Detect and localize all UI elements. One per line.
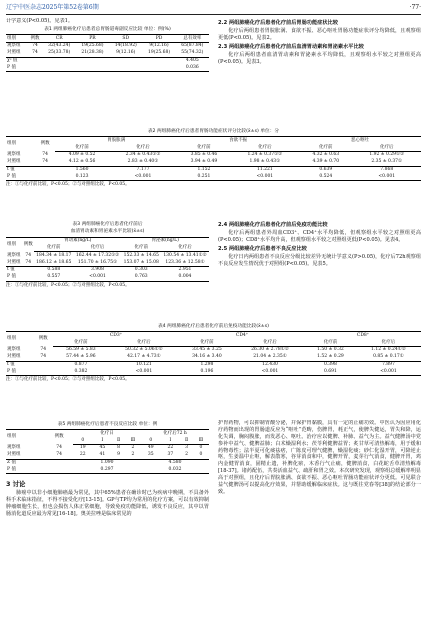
table-row bbox=[6, 274, 209, 281]
table-cell: 0.85 ± 0.17① bbox=[373, 354, 404, 360]
table-cell: P 值 bbox=[6, 174, 35, 181]
table-cell: 0.691 bbox=[305, 369, 356, 376]
table5-header: 例数 bbox=[45, 430, 73, 445]
table-cell: 4.09 ± 0.52 bbox=[68, 152, 96, 158]
table-row bbox=[6, 65, 209, 72]
table-cell: 0.196 bbox=[179, 369, 235, 376]
table-cell: 1.24 ± 0.37①② bbox=[247, 152, 283, 158]
table-row bbox=[6, 267, 209, 274]
table3-group-header: 胃泌素(ng/L) bbox=[122, 237, 210, 244]
table2-note: 注：①与化疗前比较，P<0.05；②与对照组比较，P<0.05。 bbox=[6, 182, 130, 188]
table-cell: 184.34 ± 18.17 bbox=[36, 252, 72, 258]
table-cell: 45 bbox=[99, 445, 106, 451]
table5-caption: 表5 两组肺癌化疗后患者不良反应比较 单位：例 bbox=[57, 422, 158, 427]
table-cell: 对照组 bbox=[7, 354, 21, 360]
table-cell: 4.580 bbox=[141, 459, 209, 466]
page-number: ·77· bbox=[409, 4, 421, 11]
table-cell: <0.001 bbox=[356, 369, 421, 376]
table-cell: 4.405 bbox=[176, 57, 209, 64]
table3-caption: 表3 两组肺癌化疗后患者化疗前后 bbox=[72, 222, 143, 227]
table2-subheader: 化疗前 bbox=[177, 144, 230, 151]
section-2-5-text: 化疗日内两组患者不良反应分级比较差异无统计学意义(P>0.05)，化疗后72h观察组不良反应发生情况优于对照组(P<0.05)。见表5。 bbox=[218, 253, 421, 267]
table2-group-header: 恶心呕吐 bbox=[299, 137, 421, 144]
table-cell: 0.251 bbox=[177, 174, 230, 181]
table-cell: 21.04 ± 2.35① bbox=[253, 354, 287, 360]
section-2-3-heading: 2.3 两组肺癌化疗后患者化疗前后血清胃动素和胃泌素水平比较 bbox=[218, 43, 364, 50]
table4-caption: 表4 两组肺癌化疗后患者化疗前后免疫功能比较(x̄±s) bbox=[157, 324, 270, 329]
table-cell: 21(28.38) bbox=[81, 50, 104, 56]
table-cell: 1.090 bbox=[73, 459, 141, 466]
section-2-4-text: 化疗后两组患者外周血CD3⁺、CD4⁺水平均降低，但观察组水平较之对照组更高(P<0.05)；CD8⁺水平均升高，但观察组水平较之对照组更低(P<0.05)。见表4。 bbox=[218, 230, 421, 243]
table1-header: PD bbox=[142, 35, 175, 43]
table-cell: 0.639 bbox=[299, 166, 352, 173]
table-cell: 22 bbox=[79, 452, 86, 458]
table5-subheader: Ⅱ bbox=[112, 437, 125, 444]
table-cell: 11.221 bbox=[231, 166, 299, 173]
table5-subheader: 0 bbox=[73, 437, 93, 444]
table-row bbox=[6, 159, 421, 166]
table4-group-header: CD4⁺ bbox=[179, 332, 305, 339]
table-cell: 186.12 ± 18.65 bbox=[36, 259, 72, 265]
table-cell: 49 bbox=[147, 445, 154, 451]
table2-subheader: 化疗后 bbox=[352, 144, 421, 151]
table3-group-header: 胃动素(ng/L) bbox=[34, 237, 121, 244]
table-cell: 1.560 bbox=[55, 166, 108, 173]
table-cell: 56.59 ± 5.83 bbox=[66, 347, 96, 353]
table-row bbox=[6, 445, 209, 452]
table-cell: 4.32 ± 0.63 bbox=[312, 152, 340, 158]
table4-subheader: 化疗后 bbox=[109, 339, 179, 346]
table-row bbox=[6, 452, 209, 459]
table-cell: 0 bbox=[199, 452, 203, 458]
table-row bbox=[6, 259, 209, 266]
table-cell: 8 bbox=[117, 445, 120, 451]
table-cell: <0.001 bbox=[235, 369, 305, 376]
table2-block bbox=[6, 127, 421, 217]
table4-group-header: CD3⁺ bbox=[53, 332, 179, 339]
discussion-text-right: 护胃药物，可以抑制胃酸分泌，并保护胃黏膜，具有一定的止痛功效。中医认为因应用化疗药物而出现的胃肠道反应为“呕吐”范畴，伤脾胃，耗正气，使脾失健运，胃失和降，运化失调，胸闷腹胀，而发恶心、呕吐。治疗应以健脾、补肺、益气为主。益气健脾汤中党参补中益气、健脾益肺；白术燥湿利水；茯苓利健脾益胃；炙甘草可清热解毒，用于缓和药物毒性；法半夏可化痰祛痞，广陈皮可理气健脾，燥湿化痰；砂仁化湿开胃，可降逆止呕，生姜温中止呕，解表散寒，谷芽消食和中，健脾开胃，麦芽行气消食，健脾开胃，鸡内金健胃消食，固精止遗，补脾化瘀，木香行气止痛，健脾消食，白花蛇舌草清热解毒[18-37]。诸药配伍，共奏活血益气、疏肝和胃之效。本次研究发现，观察组总缓解率明显高于对照组，且化疗后胃脘胀满、食欲不振、恶心呕吐胃肠功能症状评分更低。可见联合益气健脾汤可以提高化疗效果，并帮助缓解临床症状。这与既往党春等[38]的结论部分一致。 bbox=[218, 420, 421, 495]
table-row bbox=[6, 347, 421, 354]
table-row bbox=[6, 361, 421, 368]
table-cell: 对照组 bbox=[7, 159, 21, 165]
table-cell: 1.298 bbox=[179, 361, 235, 368]
table-cell: 19(25.68) bbox=[147, 50, 171, 56]
table-cell: <0.001 bbox=[109, 369, 179, 376]
table-cell: 123.36 ± 12.58① bbox=[165, 259, 205, 265]
table-cell: 19(25.68) bbox=[81, 43, 104, 49]
table1-header: 总有效率 bbox=[176, 35, 209, 43]
table-row bbox=[6, 50, 209, 57]
table-cell: 35 bbox=[147, 452, 154, 458]
table-cell: 1.98 ± 0.43① bbox=[249, 159, 281, 165]
table-cell: 0.297 bbox=[73, 467, 141, 474]
table1 bbox=[6, 34, 209, 72]
table-cell: 22 bbox=[167, 445, 174, 451]
right-mid-column bbox=[218, 220, 421, 318]
table-cell: 1.92 ± 0.29①② bbox=[369, 152, 405, 158]
table1-caption: 表1 两组肺癌化疗后患者总胃肠道毒副反应比较 单位：例(%) bbox=[44, 26, 171, 32]
table-cell: 2.83 ± 0.40① bbox=[127, 159, 159, 165]
table2-group-header: 食欲不振 bbox=[177, 137, 299, 144]
table4-subheader: 化疗后 bbox=[235, 339, 305, 346]
table-cell: <0.001 bbox=[74, 274, 122, 281]
table-cell: t 值 bbox=[6, 267, 22, 274]
table-cell: 12.430 bbox=[235, 361, 305, 368]
section-2-2-text: 化疗后两组患者胃脘胀满、食欲不振、恶心呕吐胃肠功能症状评分均降低，且观察组更低(P<0.05)。见表2。 bbox=[218, 28, 421, 41]
table-row bbox=[6, 467, 209, 474]
section-2-4-heading: 2.4 两组肺癌化疗后患者化疗前后免疫功能比较 bbox=[218, 222, 328, 228]
table-cell: 3.908 bbox=[74, 267, 122, 274]
right-top-column bbox=[218, 18, 421, 126]
right-bottom-column bbox=[218, 420, 421, 614]
table-cell: 0.004 bbox=[161, 274, 209, 281]
table3-subheader: 化疗后 bbox=[161, 245, 209, 252]
table5 bbox=[6, 429, 209, 474]
table-cell: χ² 值 bbox=[6, 57, 27, 64]
table-cell: 2.34 ± 0.43①② bbox=[125, 152, 161, 158]
table4-note: 注：①与化疗前比较，P<0.05；②与对照组比较，P<0.05。 bbox=[6, 377, 130, 383]
table-cell: 50.32 ± 5.06①② bbox=[125, 347, 163, 353]
table-cell: 74 bbox=[25, 259, 32, 265]
table-cell: 3.94 ± 0.49 bbox=[190, 159, 218, 165]
table-cell: 10.121 bbox=[109, 361, 179, 368]
table3 bbox=[6, 237, 209, 282]
table-cell: 19 bbox=[79, 445, 86, 451]
table-cell: P 值 bbox=[6, 467, 45, 474]
table-cell: 74 bbox=[56, 452, 62, 458]
table-cell: 0.036 bbox=[176, 65, 209, 72]
table-cell: 37 bbox=[167, 452, 174, 458]
table-cell: 4.39 ± 0.70 bbox=[312, 159, 340, 165]
table3-note: 注：①与化疗前比较，P<0.05；②与对照组比较，P<0.05。 bbox=[6, 282, 130, 288]
table2-subheader: 化疗后 bbox=[231, 144, 299, 151]
table-cell: 26.30 ± 2.78①② bbox=[251, 347, 289, 353]
table-cell: <0.001 bbox=[352, 174, 421, 181]
table-cell: 3 bbox=[185, 445, 188, 451]
table4-subheader: 化疗前 bbox=[179, 339, 235, 346]
table-cell: 0.557 bbox=[34, 274, 73, 281]
table-cell: P 值 bbox=[6, 274, 22, 281]
table-row bbox=[6, 369, 421, 376]
table-cell: 0.382 bbox=[53, 369, 109, 376]
table-cell: <0.001 bbox=[231, 174, 299, 181]
table2 bbox=[6, 136, 421, 181]
table-cell: 0 bbox=[199, 445, 203, 451]
table-cell: 观察组 bbox=[7, 252, 21, 258]
table-cell: 1.12 ± 0.24①② bbox=[371, 347, 406, 353]
table1-header: 组别 bbox=[6, 35, 27, 43]
table-cell: 74 bbox=[56, 445, 62, 451]
table-cell: 对照组 bbox=[7, 259, 21, 265]
table-cell: 152.33 ± 14.65 bbox=[123, 252, 159, 258]
journal-title: 辽宁中医杂志2025年第52卷第6期 bbox=[6, 4, 99, 11]
table4-subheader: 化疗后 bbox=[356, 339, 421, 346]
table5-subheader: Ⅰ bbox=[93, 437, 113, 444]
discussion-text-left: 肺癌中以非小细胞肺癌最为常见，其中65%患者在确诊时已为疾病中晚期，不具备外科手术临床指征，不得不接受化疗[13-15]。GP与TP均为常用的化疗方案，可以有效抑制肿瘤细胞生长，但也会损伤人体正常细胞，导致免疫功能降低，诱发不良反应，其中以胃肠消化道反应最为常见[16-18]。奥美拉唑是临床常见的 bbox=[6, 490, 209, 517]
table-row bbox=[6, 43, 209, 50]
table3-subheader: 化疗前 bbox=[122, 245, 161, 252]
table-cell: 74 bbox=[40, 347, 47, 353]
table-row bbox=[6, 166, 421, 173]
table-cell: 74 bbox=[42, 152, 48, 158]
table4-header: 组别 bbox=[6, 332, 33, 347]
left-bottom-column bbox=[6, 420, 209, 614]
table-cell: 0.588 bbox=[34, 267, 73, 274]
table-cell: 7.177 bbox=[109, 166, 177, 173]
table5-subheader: Ⅱ bbox=[180, 437, 193, 444]
table3-header: 例数 bbox=[22, 237, 34, 252]
table-cell: 33.45 ± 3.25 bbox=[192, 347, 222, 353]
table-cell: 0.123 bbox=[55, 174, 108, 181]
table-row bbox=[6, 354, 421, 361]
table-row bbox=[6, 174, 421, 181]
table5-subheader: Ⅲ bbox=[125, 437, 141, 444]
table-cell: 32(43.24) bbox=[48, 43, 71, 49]
table-cell: 0.032 bbox=[141, 467, 209, 474]
table-cell: 1.52 ± 0.29 bbox=[317, 354, 344, 360]
table-cell: 74 bbox=[42, 159, 48, 165]
table1-header: PR bbox=[76, 35, 109, 43]
table-cell: 74 bbox=[25, 252, 32, 258]
table4-block bbox=[6, 322, 421, 417]
table-cell: 7.897 bbox=[356, 361, 421, 368]
table-cell: 130.54 ± 13.41①② bbox=[163, 252, 207, 258]
table2-subheader: 化疗前 bbox=[299, 144, 352, 151]
table-cell: 9 bbox=[117, 452, 120, 458]
table3-caption-line2: 血清胃动素和胃泌素水平比较(x̄±s) bbox=[70, 229, 145, 235]
table1-header: 例数 bbox=[27, 35, 42, 43]
table-cell: 162.44 ± 17.32①② bbox=[75, 252, 120, 258]
table3-subheader: 化疗后 bbox=[74, 245, 122, 252]
table-cell: 0.524 bbox=[299, 174, 352, 181]
table-cell: 7.868 bbox=[352, 166, 421, 173]
table2-subheader: 化疗前 bbox=[55, 144, 108, 151]
table3-block bbox=[6, 220, 209, 318]
table5-group-header: 化疗后72 h bbox=[141, 430, 209, 437]
section-3-heading: 3 讨论 bbox=[6, 480, 26, 489]
table-cell: 9(12.16) bbox=[149, 43, 169, 49]
table-cell: t 值 bbox=[6, 361, 33, 368]
table4 bbox=[6, 331, 421, 376]
table-cell: 1.152 bbox=[177, 166, 230, 173]
table2-header: 组别 bbox=[6, 137, 35, 152]
intro-line: 计学意义(P<0.05)。见表1。 bbox=[6, 18, 74, 24]
table-cell: Z 值 bbox=[6, 459, 45, 466]
table3-subheader: 化疗前 bbox=[34, 245, 73, 252]
table-cell: 观察组 bbox=[7, 152, 21, 158]
table-cell: 对照组 bbox=[7, 452, 21, 458]
page-header bbox=[6, 4, 421, 15]
table2-header: 例数 bbox=[35, 137, 55, 152]
table-cell: P 值 bbox=[6, 369, 33, 376]
table-cell: 1.50 ± 0.32 bbox=[317, 347, 344, 353]
table-cell: 25(33.78) bbox=[48, 50, 71, 56]
table-cell: 42.17 ± 4.73① bbox=[127, 354, 161, 360]
table-cell: 0.398 bbox=[305, 361, 356, 368]
table-cell: t 值 bbox=[6, 166, 35, 173]
table2-caption: 表2 两组肺癌化疗后患者胃肠功能症状评分比较(x̄±s) 单位：分 bbox=[147, 129, 280, 134]
table-cell: 2 bbox=[131, 452, 135, 458]
section-2-2-heading: 2.2 两组肺癌化疗后患者化疗前后胃肠功能症状比较 bbox=[218, 20, 338, 26]
table4-header: 例数 bbox=[33, 332, 52, 347]
table-cell: 153.07 ± 15.08 bbox=[123, 259, 159, 265]
table1-header: CR bbox=[43, 35, 76, 43]
table-cell: 观察组 bbox=[7, 43, 21, 49]
table-cell: <0.001 bbox=[109, 174, 177, 181]
table-cell: 55(74.32) bbox=[181, 50, 204, 56]
table4-subheader: 化疗前 bbox=[53, 339, 109, 346]
table-row bbox=[6, 152, 421, 159]
table-cell: 观察组 bbox=[7, 445, 21, 451]
table5-group-header: 化疗日 bbox=[73, 430, 141, 437]
table-cell: 2 bbox=[131, 445, 135, 451]
table-cell: P 值 bbox=[6, 65, 27, 72]
table-cell: 4.12 ± 0.56 bbox=[68, 159, 96, 165]
table5-subheader: 0 bbox=[141, 437, 161, 444]
table4-subheader: 化疗前 bbox=[305, 339, 356, 346]
table-cell: 2.951 bbox=[161, 267, 209, 274]
table-cell: 151.70 ± 16.75① bbox=[77, 259, 118, 265]
table-row bbox=[6, 252, 209, 259]
table4-group-header: CD8⁺ bbox=[305, 332, 421, 339]
table-cell: 0.303 bbox=[122, 267, 161, 274]
table-cell: 2 bbox=[185, 452, 188, 458]
table1-header: SD bbox=[109, 35, 142, 43]
table5-subheader: Ⅰ bbox=[161, 437, 181, 444]
table-cell: 对照组 bbox=[7, 50, 21, 56]
section-2-3-text: 化疗后两组患者血清胃动素和胃泌素水平均降低，且观察组水平较之对照组更高(P<0.05)。见表3。 bbox=[218, 51, 421, 65]
table-row bbox=[6, 57, 209, 64]
table-cell: 74 bbox=[32, 43, 38, 49]
table3-header: 组别 bbox=[6, 237, 22, 252]
table-cell: 74 bbox=[40, 354, 47, 360]
table-cell: 57.44 ± 5.96 bbox=[66, 354, 96, 360]
table-cell: 3.85 ± 0.46 bbox=[190, 152, 218, 158]
left-top-column bbox=[6, 18, 209, 126]
table-cell: 0.877 bbox=[53, 361, 109, 368]
table-cell: 观察组 bbox=[7, 347, 21, 353]
table2-group-header: 胃脘胀满 bbox=[55, 137, 177, 144]
table-cell: 74 bbox=[32, 50, 38, 56]
table-cell: 14(18.92) bbox=[114, 43, 137, 49]
table-cell: 41 bbox=[99, 452, 106, 458]
table2-subheader: 化疗后 bbox=[109, 144, 177, 151]
table-cell: 34.16 ± 3.40 bbox=[192, 354, 222, 360]
table-cell: 65(87.84) bbox=[181, 43, 204, 49]
table-row bbox=[6, 459, 209, 466]
table-cell: 0.763 bbox=[122, 274, 161, 281]
section-2-5-heading: 2.5 两组肺癌化疗后患者不良反应比较 bbox=[218, 245, 307, 252]
table-cell: 2.35 ± 0.37① bbox=[371, 159, 403, 165]
table5-subheader: Ⅲ bbox=[193, 437, 209, 444]
table5-header: 组别 bbox=[6, 430, 45, 445]
table-cell: 9(12.16) bbox=[116, 50, 136, 56]
